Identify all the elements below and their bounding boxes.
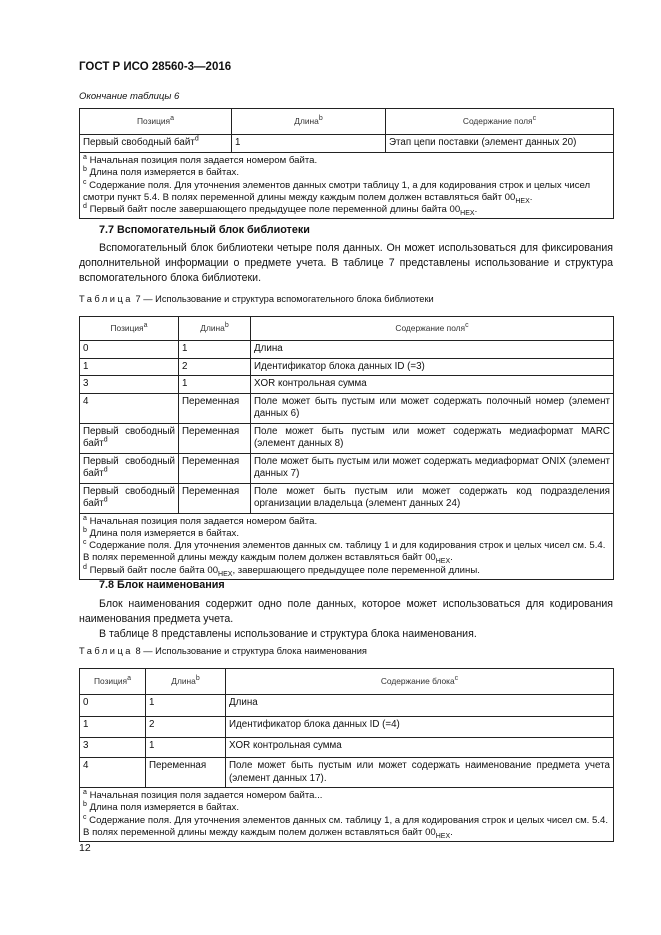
position-text: Первый свободный байт	[83, 455, 175, 479]
table-row	[80, 341, 614, 359]
footnote	[83, 565, 610, 577]
footnote-text: Первый байт после байта 00	[89, 564, 219, 576]
column-header	[232, 109, 386, 135]
table-row	[80, 695, 614, 717]
footnote	[83, 815, 610, 840]
length-cell: 2	[146, 717, 226, 738]
position-cell	[80, 341, 179, 359]
footnote-mark: a	[83, 788, 87, 796]
hex-subscript: HEX	[435, 558, 451, 566]
paragraph-text: Вспомогательный блок библиотеки четыре поля данных. Он может использоваться для фиксирования дополнительной информации о предмете учета. В таблице 7 представлены использование и структура вспомогательного блока библиотеки.	[79, 242, 613, 284]
footnote-mark: a	[83, 514, 87, 522]
table-8	[79, 668, 613, 842]
footnote-text: Начальная позиция поля задается номером байта...	[89, 790, 323, 801]
footnote-ref: d	[194, 135, 199, 143]
caption-prefix: Таблица	[79, 294, 133, 304]
column-label: Длина	[200, 323, 225, 334]
table-row	[80, 453, 614, 483]
column-label: Длина	[171, 676, 196, 687]
position-text: 3	[83, 378, 89, 389]
position-cell	[80, 393, 179, 423]
column-label: Содержание поля	[462, 116, 533, 127]
length-cell: Переменная	[179, 393, 251, 423]
footnote-ref: c	[454, 675, 459, 683]
header-row	[80, 109, 614, 135]
footnote-text: Содержание поля. Для уточнения элементов данных смотри таблицу 1, а для кодирования строк и целых чисел смотри пункт 5.4. В полях переменной длины между каждым полем должен вставляться байт 00	[83, 179, 591, 203]
table-row	[80, 393, 614, 423]
footnotes-row	[80, 788, 614, 842]
footnote-mark: b	[83, 526, 87, 534]
footnote	[83, 528, 610, 540]
section-7-8-heading: 7.8 Блок наименования	[99, 579, 225, 591]
position-text: 0	[83, 697, 89, 708]
page-number: 12	[79, 842, 91, 854]
length-cell: 1	[232, 135, 386, 153]
length-cell: Переменная	[179, 483, 251, 513]
footnote-ref: b	[195, 675, 200, 683]
footnote	[83, 790, 610, 802]
footnote-tail: , завершающего предыдущее поле переменной длины.	[232, 564, 480, 576]
paragraph-text: Блок наименования содержит одно поле данных, которое может использоваться для кодирования наименования предмета учета.	[79, 598, 613, 625]
footnote	[83, 180, 610, 205]
content-cell: Идентификатор блока данных ID (=4)	[226, 717, 614, 738]
footnote-ref: d	[103, 436, 108, 444]
length-cell: Переменная	[179, 453, 251, 483]
table-row	[80, 376, 614, 394]
hex-subscript: HEX	[435, 832, 451, 840]
table-row	[80, 483, 614, 513]
column-header	[251, 317, 614, 341]
column-header	[80, 109, 232, 135]
table-7	[79, 316, 613, 580]
position-text: 4	[83, 760, 89, 771]
footnote-ref: b	[224, 322, 229, 330]
footnote-ref: a	[143, 322, 148, 330]
footnote	[83, 516, 610, 528]
footnote-mark: c	[83, 178, 87, 186]
table-row	[80, 758, 614, 788]
length-cell: Переменная	[179, 423, 251, 453]
position-cell	[80, 453, 179, 483]
length-cell: 1	[179, 376, 251, 394]
column-header	[179, 317, 251, 341]
column-label: Содержание поля	[395, 323, 466, 334]
footnote-text: Длина поля измеряется в байтах.	[89, 802, 239, 814]
footnote-mark: d	[83, 563, 87, 571]
footnote-tail: .	[529, 191, 533, 203]
content-cell: Поле может быть пустым или может содержать полочный номер (элемент данных 6)	[251, 393, 614, 423]
section-7-7-heading: 7.7 Вспомогательный блок библиотеки	[99, 224, 310, 236]
column-header	[80, 317, 179, 341]
content-cell: Этап цепи поставки (элемент данных 20)	[386, 135, 614, 153]
column-header	[80, 669, 146, 695]
footnote-tail: .	[450, 552, 453, 564]
footnote	[83, 155, 610, 167]
footnote-text: Длина поля измеряется в байтах.	[89, 527, 239, 539]
footnote-mark: c	[83, 813, 87, 821]
footnote-text: Начальная позиция поля задается номером байта.	[89, 515, 318, 527]
table-row	[80, 717, 614, 738]
footnote-mark: c	[83, 538, 87, 546]
footnotes-cell	[80, 153, 614, 219]
position-text: Первый свободный байт	[83, 425, 175, 449]
footnote-ref: d	[103, 496, 108, 504]
caption-text: 8 — Использование и структура блока наименования	[132, 646, 367, 656]
column-label: Позиция	[110, 323, 144, 334]
section-7-7-paragraph	[79, 241, 613, 286]
column-label: Позиция	[136, 116, 171, 127]
footnotes-row	[80, 153, 614, 219]
content-cell: Поле может быть пустым или может содержать код подразделения организации владельца (элемент данных 24)	[251, 483, 614, 513]
table6-continuation-label: Окончание таблицы 6	[79, 91, 180, 102]
position-text: 1	[83, 360, 89, 372]
position-cell	[80, 758, 146, 788]
position-cell	[80, 483, 179, 513]
header-row	[80, 669, 614, 695]
position-text: Первый свободный байт	[83, 485, 175, 509]
column-label: Длина	[294, 116, 319, 127]
footnote	[83, 802, 610, 814]
position-cell	[80, 695, 146, 717]
footnote-tail: .	[450, 826, 453, 838]
position-text: 0	[83, 343, 89, 354]
content-cell: XOR контрольная сумма	[251, 376, 614, 394]
column-header	[386, 109, 614, 135]
column-label: Позиция	[93, 676, 128, 687]
footnote-ref: c	[465, 322, 469, 330]
column-header	[146, 669, 226, 695]
position-cell	[80, 135, 232, 153]
table8-caption	[79, 646, 613, 656]
position-cell	[80, 717, 146, 738]
footnotes-cell	[80, 788, 614, 842]
footnote-ref: a	[127, 675, 132, 683]
footnote-ref: a	[170, 115, 175, 123]
length-cell: 2	[179, 358, 251, 376]
caption-prefix: Таблица	[79, 646, 133, 656]
footnote-tail: .	[474, 204, 478, 216]
caption-text: 7 — Использование и структура вспомогательного блока библиотеки	[132, 294, 434, 304]
content-cell: Идентификатор блока данных ID (=3)	[251, 358, 614, 376]
footnote	[83, 204, 610, 216]
position-text: 1	[83, 719, 89, 730]
content-cell: Длина	[226, 695, 614, 717]
footnote-text: Первый байт после завершающего предыдущее поле переменной длины байта 00	[89, 204, 461, 216]
position-text: Первый свободный байт	[83, 137, 195, 148]
position-cell	[80, 738, 146, 758]
footnote-text: Содержание поля. Для уточнения элементов данных см. таблицу 1, а для кодирования строк и целых чисел см. 5.4. В полях переменной длины между каждым полем должен вставляться байт 00	[83, 814, 608, 838]
footnote-ref: b	[318, 115, 323, 123]
content-cell: Поле может быть пустым или может содержать наименование предмета учета (элемент данных 17).	[226, 758, 614, 788]
table-row	[80, 738, 614, 758]
length-cell: 1	[146, 695, 226, 717]
header-row	[80, 317, 614, 341]
content-cell: XOR контрольная сумма	[226, 738, 614, 758]
hex-subscript: HEX	[515, 197, 530, 205]
footnote	[83, 540, 610, 565]
table-row	[80, 135, 614, 153]
footnote-text: Содержание поля. Для уточнения элементов данных см. таблицу 1 и для кодирования строк и целых чисел см. 5.4. В полях переменной длины между каждым полем должен вставляться байт 00	[83, 540, 606, 564]
position-text: 3	[83, 740, 89, 751]
table-6	[79, 108, 613, 219]
table7-caption	[79, 294, 613, 304]
hex-subscript: HEX	[218, 570, 233, 578]
footnote-mark: b	[83, 166, 87, 174]
length-cell: 1	[179, 341, 251, 359]
table-row	[80, 423, 614, 453]
content-cell: Поле может быть пустым или может содержать медиаформат ONIX (элемент данных 7)	[251, 453, 614, 483]
content-cell: Длина	[251, 341, 614, 359]
footnote-text: Начальная позиция поля задается номером байта.	[89, 155, 318, 166]
position-cell	[80, 423, 179, 453]
content-cell: Поле может быть пустым или может содержать медиаформат MARC (элемент данных 8)	[251, 423, 614, 453]
footnotes-cell	[80, 513, 614, 579]
footnotes-row	[80, 513, 614, 579]
footnote-ref: d	[103, 466, 108, 474]
length-cell: 1	[146, 738, 226, 758]
footnote-ref: c	[532, 115, 537, 123]
column-label: Содержание блока	[380, 676, 455, 687]
position-cell	[80, 358, 179, 376]
footnote	[83, 167, 610, 179]
footnote-mark: a	[83, 153, 87, 161]
footnote-mark: b	[83, 801, 87, 809]
section-7-8-text	[79, 597, 613, 642]
length-cell: Переменная	[146, 758, 226, 788]
table-row	[80, 358, 614, 376]
position-cell	[80, 376, 179, 394]
column-header	[226, 669, 614, 695]
paragraph-text: В таблице 8 представлены использование и структура блока наименования.	[99, 628, 477, 640]
position-text: 4	[83, 395, 89, 407]
footnote-text: Длина поля измеряется в байтах.	[89, 167, 239, 179]
footnote-mark: d	[83, 203, 87, 210]
hex-subscript: HEX	[460, 210, 475, 218]
document-header: ГОСТ Р ИСО 28560-3—2016	[79, 61, 232, 73]
